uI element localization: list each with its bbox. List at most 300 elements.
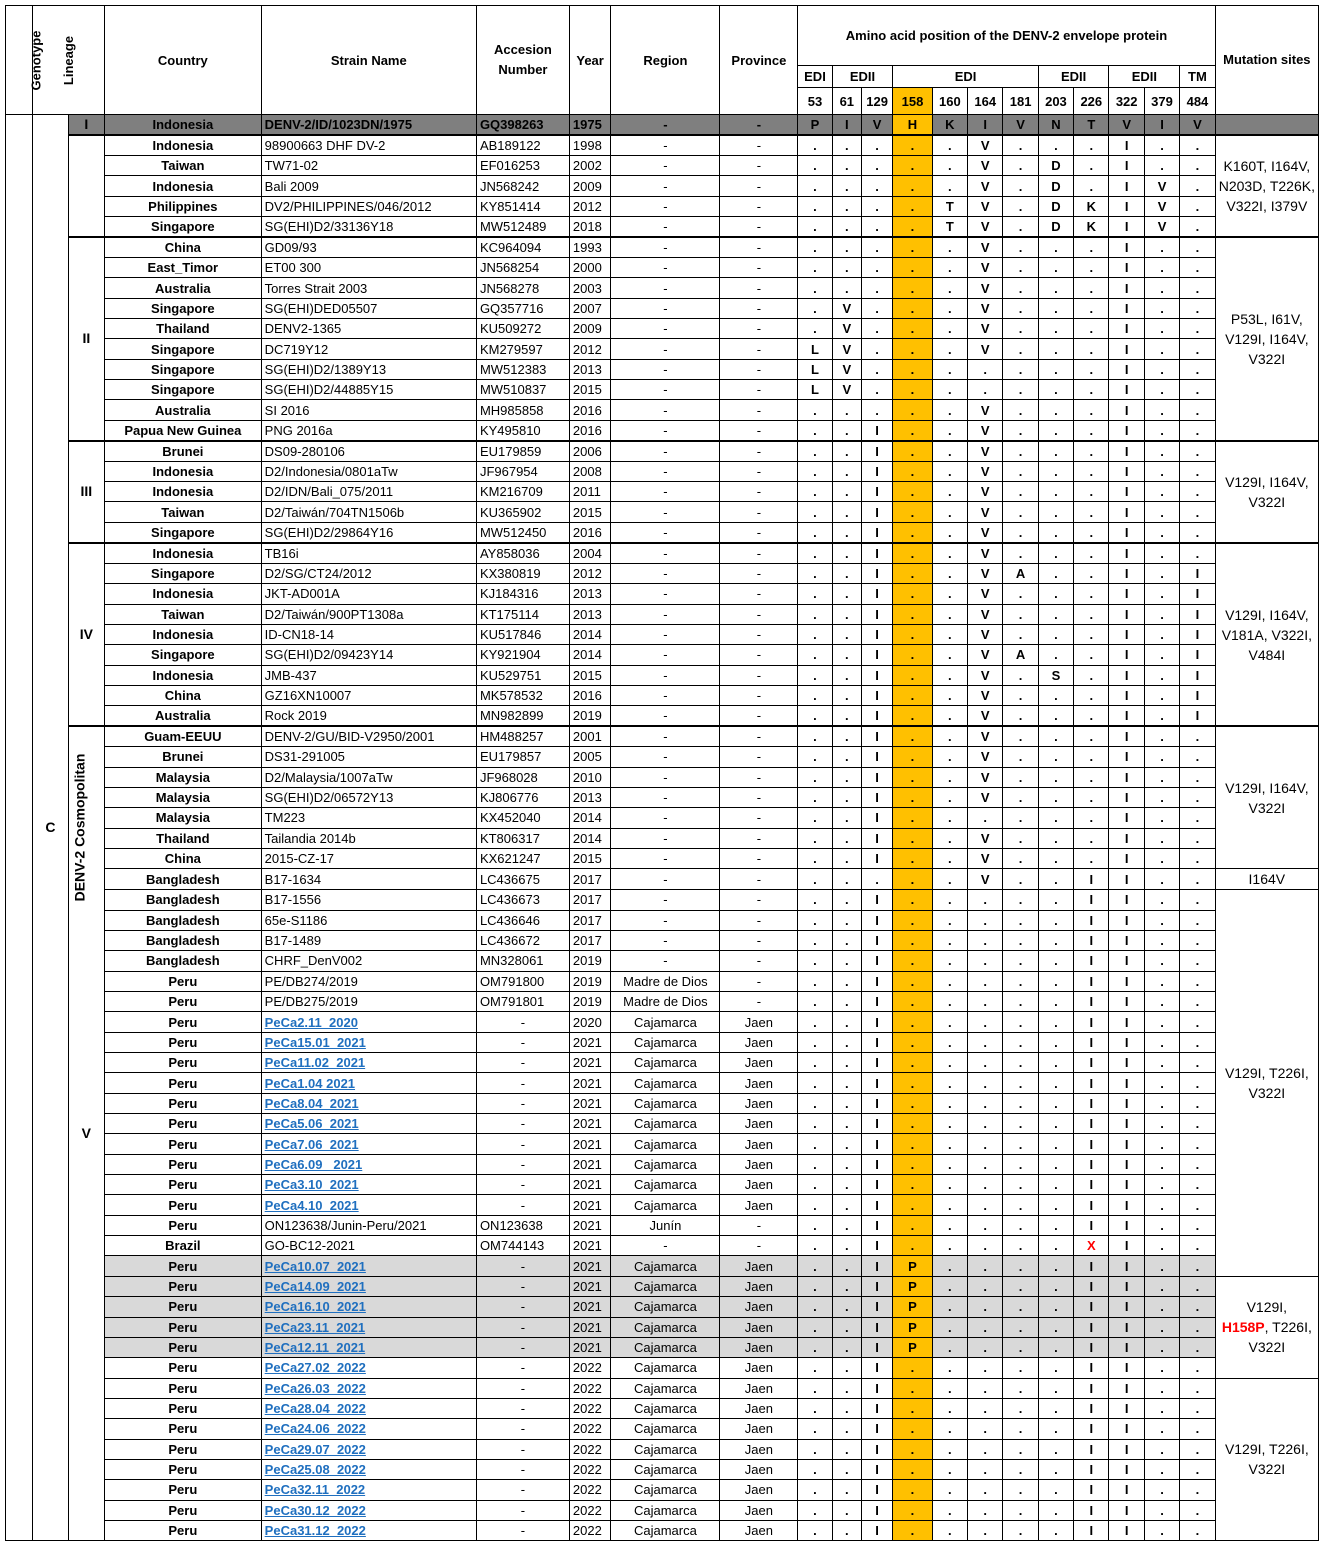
year-cell: 2021 <box>569 1073 610 1093</box>
aa-cell-160: . <box>932 828 967 848</box>
aa-cell-322: I <box>1109 217 1144 238</box>
accession-cell: JN568278 <box>476 278 569 298</box>
aa-cell-158: . <box>893 1439 932 1459</box>
aa-cell-164: V <box>968 441 1003 462</box>
country-cell: Peru <box>105 971 262 991</box>
lineage-label: II <box>68 237 104 441</box>
mutation-header: Mutation sites <box>1215 6 1318 115</box>
aa-cell-322: I <box>1109 156 1144 176</box>
aa-cell-181: . <box>1003 441 1038 462</box>
table-row <box>6 1073 1319 1093</box>
year-cell: 2017 <box>569 869 610 890</box>
aa-cell-379: . <box>1144 298 1179 318</box>
aa-cell-160: . <box>932 319 967 339</box>
aa-cell-484: . <box>1180 156 1215 176</box>
province-cell: - <box>720 359 798 379</box>
region-cell: - <box>611 1236 720 1256</box>
accession-cell: AY858036 <box>476 543 569 564</box>
aa-cell-164: . <box>968 359 1003 379</box>
province-cell: - <box>720 543 798 564</box>
aa-cell-203: . <box>1038 767 1073 787</box>
aa-cell-484: . <box>1180 1093 1215 1113</box>
aa-cell-379: . <box>1144 951 1179 971</box>
aa-cell-160: . <box>932 258 967 278</box>
aa-cell-164: . <box>968 1215 1003 1235</box>
aa-cell-158: . <box>893 217 932 238</box>
aa-cell-61: . <box>832 1459 861 1479</box>
aa-cell-203: . <box>1038 1297 1073 1317</box>
aa-cell-379: . <box>1144 1175 1179 1195</box>
aa-cell-181: . <box>1003 380 1038 400</box>
aa-cell-203: . <box>1038 726 1073 747</box>
aa-cell-158: . <box>893 645 932 665</box>
aa-cell-53: . <box>798 706 832 727</box>
aa-cell-129: I <box>861 1134 892 1154</box>
region-cell: - <box>611 135 720 156</box>
aa-cell-379: . <box>1144 767 1179 787</box>
accession-cell: - <box>476 1032 569 1052</box>
aa-cell-484: . <box>1180 890 1215 910</box>
province-cell: - <box>720 890 798 910</box>
aa-cell-181: . <box>1003 1378 1038 1398</box>
aa-cell-158: . <box>893 135 932 156</box>
table-row <box>6 1093 1319 1113</box>
accession-cell: LC436673 <box>476 890 569 910</box>
strain-cell: SG(EHI)D2/06572Y13 <box>261 787 476 807</box>
aa-cell-158: . <box>893 196 932 216</box>
accession-cell: - <box>476 1500 569 1520</box>
aa-cell-160: . <box>932 1093 967 1113</box>
region-cell: Cajamarca <box>611 1073 720 1093</box>
aa-cell-226: . <box>1074 319 1109 339</box>
aa-cell-379: . <box>1144 685 1179 705</box>
aa-cell-226: X <box>1074 1236 1109 1256</box>
aa-cell-53: P <box>798 115 832 136</box>
aa-cell-181: A <box>1003 645 1038 665</box>
aa-cell-322: I <box>1109 482 1144 502</box>
table-row <box>6 869 1319 890</box>
mutation-sites-cell: K160T, I164V, N203D, T226K, V322I, I379V <box>1215 135 1318 237</box>
aa-cell-322: I <box>1109 1093 1144 1113</box>
aa-cell-203: . <box>1038 1378 1073 1398</box>
region-cell: Cajamarca <box>611 1134 720 1154</box>
aa-cell-158: . <box>893 665 932 685</box>
country-cell: East_Timor <box>105 258 262 278</box>
aa-cell-203: . <box>1038 319 1073 339</box>
aa-cell-181: . <box>1003 1459 1038 1479</box>
aa-cell-160: . <box>932 1500 967 1520</box>
aa-cell-164: V <box>968 706 1003 727</box>
strain-cell: PeCa14.09_2021 <box>261 1276 476 1296</box>
aa-cell-129: I <box>861 461 892 481</box>
aa-cell-226: K <box>1074 196 1109 216</box>
aa-cell-164: V <box>968 156 1003 176</box>
strain-cell: JMB-437 <box>261 665 476 685</box>
year-cell: 2022 <box>569 1419 610 1439</box>
accession-cell: KU529751 <box>476 665 569 685</box>
aa-cell-322: I <box>1109 237 1144 258</box>
aa-cell-129: I <box>861 747 892 767</box>
aa-cell-226: . <box>1074 482 1109 502</box>
aa-cell-53: . <box>798 645 832 665</box>
aa-cell-61: . <box>832 767 861 787</box>
aa-cell-164: V <box>968 584 1003 604</box>
aa-cell-379: . <box>1144 1093 1179 1113</box>
aa-cell-160: . <box>932 1032 967 1052</box>
aa-cell-61: . <box>832 1317 861 1337</box>
province-cell: - <box>720 808 798 828</box>
aa-cell-158: . <box>893 1073 932 1093</box>
aa-cell-53: . <box>798 1053 832 1073</box>
accession-cell: JF967954 <box>476 461 569 481</box>
strain-cell: D2/Taiwán/900PT1308a <box>261 604 476 624</box>
region-cell: Cajamarca <box>611 1378 720 1398</box>
aa-cell-181: . <box>1003 869 1038 890</box>
aa-cell-158: P <box>893 1317 932 1337</box>
province-cell: Jaen <box>720 1032 798 1052</box>
aa-cell-484: . <box>1180 992 1215 1012</box>
aa-cell-164: V <box>968 176 1003 196</box>
position-129-header: 129 <box>861 88 892 115</box>
strain-cell: TM223 <box>261 808 476 828</box>
accession-cell: - <box>476 1154 569 1174</box>
region-cell: Cajamarca <box>611 1500 720 1520</box>
year-cell: 2012 <box>569 339 610 359</box>
aa-cell-164: I <box>968 115 1003 136</box>
aa-cell-226: . <box>1074 787 1109 807</box>
aa-cell-53: . <box>798 196 832 216</box>
aa-cell-158: . <box>893 951 932 971</box>
country-cell: Indonesia <box>105 584 262 604</box>
aa-cell-203: . <box>1038 1154 1073 1174</box>
strain-cell: D2/IDN/Bali_075/2011 <box>261 482 476 502</box>
country-cell: Singapore <box>105 380 262 400</box>
aa-cell-181: . <box>1003 502 1038 522</box>
table-row <box>6 380 1319 400</box>
aa-cell-164: V <box>968 135 1003 156</box>
aa-cell-129: I <box>861 1378 892 1398</box>
aa-cell-203: . <box>1038 135 1073 156</box>
aa-cell-484: . <box>1180 298 1215 318</box>
province-cell: Jaen <box>720 1195 798 1215</box>
aa-cell-53: . <box>798 604 832 624</box>
aa-cell-53: . <box>798 135 832 156</box>
aa-cell-379: . <box>1144 1053 1179 1073</box>
aa-cell-129: I <box>861 890 892 910</box>
province-cell: - <box>720 339 798 359</box>
aa-cell-484: . <box>1180 380 1215 400</box>
aa-cell-484: I <box>1180 584 1215 604</box>
year-cell: 2021 <box>569 1297 610 1317</box>
strain-cell: JKT-AD001A <box>261 584 476 604</box>
aa-cell-226: . <box>1074 604 1109 624</box>
aa-cell-181: . <box>1003 808 1038 828</box>
aa-cell-160: T <box>932 196 967 216</box>
aa-cell-226: . <box>1074 543 1109 564</box>
table-row <box>6 808 1319 828</box>
country-cell: Peru <box>105 1297 262 1317</box>
aa-cell-61: . <box>832 278 861 298</box>
aa-cell-160: . <box>932 951 967 971</box>
year-cell: 2022 <box>569 1480 610 1500</box>
aa-cell-322: I <box>1109 1175 1144 1195</box>
year-cell: 2022 <box>569 1358 610 1378</box>
aa-cell-61: V <box>832 339 861 359</box>
aa-cell-164: . <box>968 971 1003 991</box>
region-cell: - <box>611 828 720 848</box>
aa-cell-226: I <box>1074 1012 1109 1032</box>
aa-cell-484: . <box>1180 400 1215 420</box>
region-cell: - <box>611 624 720 644</box>
province-cell: Jaen <box>720 1175 798 1195</box>
province-cell: - <box>720 319 798 339</box>
province-cell: - <box>720 563 798 583</box>
aa-cell-61: . <box>832 584 861 604</box>
table-row <box>6 848 1319 868</box>
aa-cell-164: . <box>968 1276 1003 1296</box>
aa-cell-203: . <box>1038 380 1073 400</box>
aa-cell-158: . <box>893 1175 932 1195</box>
aa-cell-379: . <box>1144 645 1179 665</box>
aa-cell-181: . <box>1003 1398 1038 1418</box>
aa-cell-203: . <box>1038 685 1073 705</box>
aa-cell-160: . <box>932 359 967 379</box>
aa-cell-322: I <box>1109 848 1144 868</box>
aa-cell-61: . <box>832 1337 861 1357</box>
accession-cell: - <box>476 1419 569 1439</box>
aa-cell-129: . <box>861 339 892 359</box>
aa-cell-226: . <box>1074 726 1109 747</box>
aa-cell-379: . <box>1144 1215 1179 1235</box>
aa-cell-61: V <box>832 359 861 379</box>
aa-cell-129: . <box>861 135 892 156</box>
aa-cell-160: . <box>932 1215 967 1235</box>
aa-cell-61: . <box>832 258 861 278</box>
aa-cell-484: . <box>1180 1012 1215 1032</box>
aa-cell-53: . <box>798 400 832 420</box>
country-cell: Peru <box>105 1195 262 1215</box>
aa-cell-53: . <box>798 1459 832 1479</box>
aa-cell-158: . <box>893 848 932 868</box>
aa-cell-181: . <box>1003 726 1038 747</box>
region-cell: Cajamarca <box>611 1012 720 1032</box>
aa-cell-61: . <box>832 1053 861 1073</box>
year-cell: 2021 <box>569 1154 610 1174</box>
aa-cell-322: I <box>1109 1073 1144 1093</box>
aa-cell-322: I <box>1109 1337 1144 1357</box>
aa-cell-158: . <box>893 1012 932 1032</box>
table-row <box>6 1358 1319 1378</box>
accession-cell: KC964094 <box>476 237 569 258</box>
aa-cell-322: I <box>1109 930 1144 950</box>
aa-cell-379: . <box>1144 665 1179 685</box>
aa-cell-160: . <box>932 1012 967 1032</box>
genotype-header: Genotype <box>6 6 33 115</box>
aa-cell-226: I <box>1074 1215 1109 1235</box>
strain-cell: PeCa1.04 2021 <box>261 1073 476 1093</box>
year-cell: 2009 <box>569 176 610 196</box>
province-cell: - <box>720 645 798 665</box>
aa-cell-61: . <box>832 156 861 176</box>
aa-cell-129: . <box>861 156 892 176</box>
aa-cell-203: . <box>1038 278 1073 298</box>
aa-cell-484: . <box>1180 1154 1215 1174</box>
accession-cell: MN982899 <box>476 706 569 727</box>
year-cell: 1993 <box>569 237 610 258</box>
province-cell: - <box>720 869 798 890</box>
aa-cell-129: I <box>861 848 892 868</box>
aa-cell-203: . <box>1038 420 1073 441</box>
aa-cell-379: . <box>1144 1276 1179 1296</box>
region-cell: - <box>611 706 720 727</box>
region-cell: - <box>611 237 720 258</box>
aa-cell-129: I <box>861 1053 892 1073</box>
country-cell: Singapore <box>105 298 262 318</box>
aa-cell-158: . <box>893 1520 932 1540</box>
province-cell: Jaen <box>720 1134 798 1154</box>
aa-cell-181: . <box>1003 992 1038 1012</box>
aa-cell-129: I <box>861 1175 892 1195</box>
table-row <box>6 1398 1319 1418</box>
aa-cell-484: . <box>1180 1256 1215 1276</box>
aa-cell-203: . <box>1038 1175 1073 1195</box>
aa-cell-322: I <box>1109 1480 1144 1500</box>
aa-cell-53: . <box>798 522 832 543</box>
province-cell: - <box>720 951 798 971</box>
year-cell: 2004 <box>569 543 610 564</box>
aa-cell-322: I <box>1109 400 1144 420</box>
aa-cell-226: I <box>1074 1459 1109 1479</box>
province-header: Province <box>720 6 798 115</box>
region-cell: Cajamarca <box>611 1520 720 1540</box>
accession-cell: - <box>476 1439 569 1459</box>
aa-cell-203: . <box>1038 1398 1073 1418</box>
aa-cell-226: . <box>1074 584 1109 604</box>
position-158-header: 158 <box>893 88 932 115</box>
mutation-sites-cell: V129I, I164V, V181A, V322I, V484I <box>1215 543 1318 726</box>
aa-cell-61: . <box>832 848 861 868</box>
province-cell: - <box>720 522 798 543</box>
province-cell: - <box>720 196 798 216</box>
aa-cell-484: . <box>1180 1419 1215 1439</box>
table-row <box>6 420 1319 441</box>
aa-cell-158: . <box>893 1358 932 1378</box>
region-cell: - <box>611 482 720 502</box>
aa-cell-484: I <box>1180 665 1215 685</box>
province-cell: Jaen <box>720 1459 798 1479</box>
aa-cell-53: L <box>798 359 832 379</box>
aa-cell-379: . <box>1144 522 1179 543</box>
province-cell: Jaen <box>720 1053 798 1073</box>
aa-cell-322: I <box>1109 135 1144 156</box>
aa-cell-158: . <box>893 319 932 339</box>
year-cell: 2022 <box>569 1500 610 1520</box>
aa-cell-129: I <box>861 1012 892 1032</box>
aa-cell-379: . <box>1144 482 1179 502</box>
aa-cell-181: . <box>1003 1297 1038 1317</box>
aa-cell-160: . <box>932 237 967 258</box>
aa-cell-484: I <box>1180 706 1215 727</box>
aa-cell-226: I <box>1074 971 1109 991</box>
table-row <box>6 135 1319 156</box>
aa-cell-181: . <box>1003 1480 1038 1500</box>
aa-cell-61: . <box>832 930 861 950</box>
aa-cell-203: . <box>1038 1053 1073 1073</box>
aa-cell-203: . <box>1038 1215 1073 1235</box>
strain-cell: TW71-02 <box>261 156 476 176</box>
aa-cell-322: I <box>1109 196 1144 216</box>
aa-cell-129: I <box>861 685 892 705</box>
table-row <box>6 951 1319 971</box>
aa-cell-484: . <box>1180 278 1215 298</box>
region-cell: - <box>611 380 720 400</box>
mutation-sites-cell: P53L, I61V, V129I, I164V, V322I <box>1215 237 1318 441</box>
aa-cell-61: . <box>832 1215 861 1235</box>
aa-cell-164: . <box>968 1398 1003 1418</box>
region-cell: Cajamarca <box>611 1093 720 1113</box>
table-row <box>6 543 1319 564</box>
aa-cell-61: . <box>832 685 861 705</box>
strain-cell: SG(EHI)D2/44885Y15 <box>261 380 476 400</box>
position-484-header: 484 <box>1180 88 1215 115</box>
aa-cell-164: . <box>968 1500 1003 1520</box>
aa-cell-53: . <box>798 747 832 767</box>
region-cell: - <box>611 400 720 420</box>
aa-cell-203: . <box>1038 339 1073 359</box>
table-row <box>6 359 1319 379</box>
aa-cell-484: . <box>1180 1236 1215 1256</box>
strain-cell: PeCa15.01_2021 <box>261 1032 476 1052</box>
aa-cell-379: . <box>1144 461 1179 481</box>
aa-cell-203: . <box>1038 869 1073 890</box>
aa-cell-53: . <box>798 1419 832 1439</box>
province-cell: - <box>720 217 798 238</box>
strain-cell: DS09-280106 <box>261 441 476 462</box>
aa-cell-158: . <box>893 1419 932 1439</box>
year-cell: 2014 <box>569 828 610 848</box>
aa-cell-484: . <box>1180 176 1215 196</box>
aa-cell-53: . <box>798 482 832 502</box>
aa-cell-484: . <box>1180 1317 1215 1337</box>
country-cell: Indonesia <box>105 115 262 136</box>
aa-cell-181: . <box>1003 1439 1038 1459</box>
aa-cell-129: . <box>861 380 892 400</box>
aa-cell-160: . <box>932 1337 967 1357</box>
strain-cell: B17-1634 <box>261 869 476 890</box>
province-cell: Jaen <box>720 1093 798 1113</box>
aa-cell-181: . <box>1003 584 1038 604</box>
table-row <box>6 339 1319 359</box>
province-cell: Jaen <box>720 1398 798 1418</box>
aa-cell-129: I <box>861 828 892 848</box>
aa-cell-203: . <box>1038 359 1073 379</box>
aa-cell-203: . <box>1038 400 1073 420</box>
year-cell: 2021 <box>569 1195 610 1215</box>
aa-cell-53: . <box>798 971 832 991</box>
aa-cell-322: I <box>1109 685 1144 705</box>
region-cell: Cajamarca <box>611 1114 720 1134</box>
aa-cell-181: . <box>1003 1317 1038 1337</box>
accession-cell: LC436672 <box>476 930 569 950</box>
aa-cell-53: . <box>798 1297 832 1317</box>
country-cell: Bangladesh <box>105 890 262 910</box>
table-row <box>6 1195 1319 1215</box>
strain-cell: PeCa11.02_2021 <box>261 1053 476 1073</box>
accession-cell: GQ357716 <box>476 298 569 318</box>
aa-cell-160: . <box>932 1480 967 1500</box>
aa-cell-226: I <box>1074 1073 1109 1093</box>
aa-cell-53: . <box>798 237 832 258</box>
